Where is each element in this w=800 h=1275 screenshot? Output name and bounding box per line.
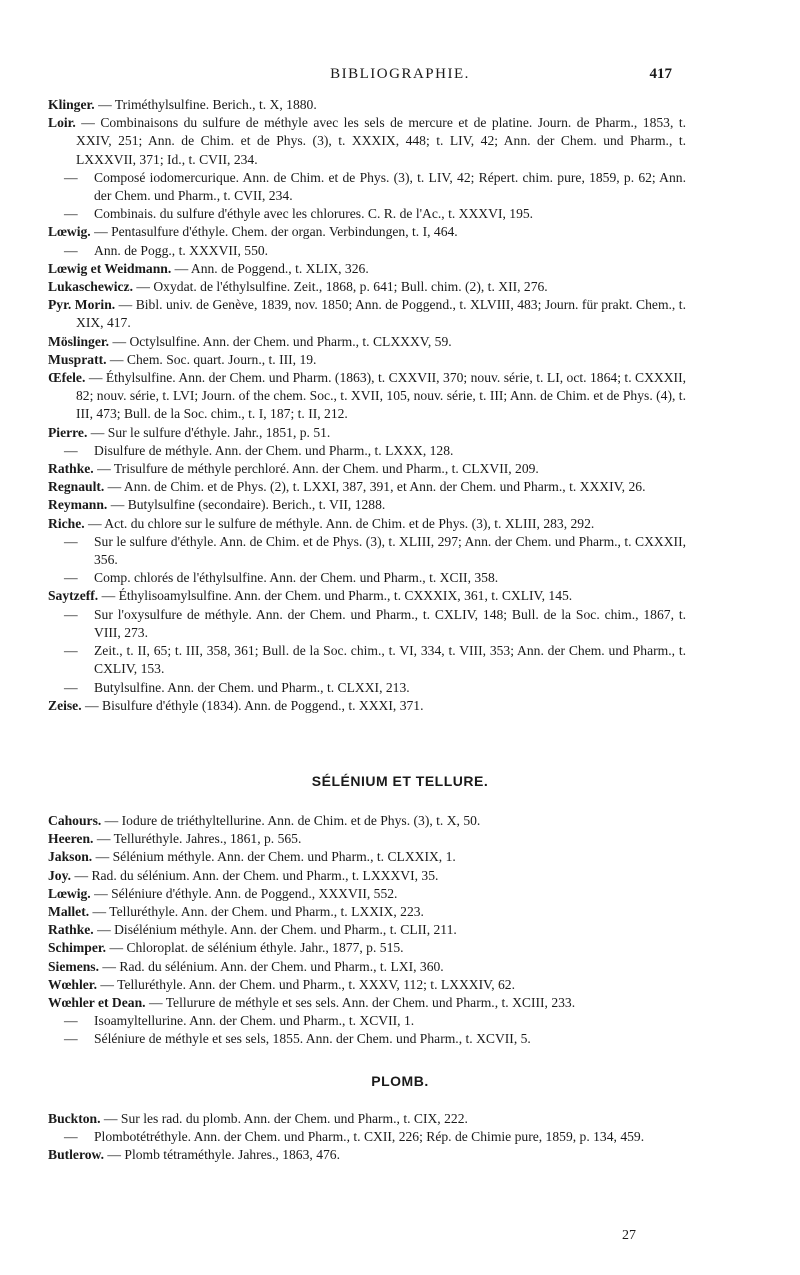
bibliography-entry [48, 885, 686, 903]
bibliography-entry [48, 812, 686, 830]
author-name: Rathke. [48, 922, 94, 938]
section-heading-lead: PLOMB. [371, 1073, 429, 1089]
author-name: Möslinger. [48, 333, 110, 349]
bibliography-entry [48, 569, 686, 587]
section-heading-selenium-tellurium: SÉLÉNIUM ET TELLURE. [311, 773, 489, 789]
author-name: Pyr. Morin. [48, 297, 116, 313]
author-name: Lœwig. [48, 224, 91, 240]
author-name: Lœwig et Weidmann. [48, 260, 172, 276]
author-name: Reymann. [48, 497, 108, 513]
author-name: Buckton. [48, 1111, 101, 1126]
bibliography-section-lead [48, 1110, 686, 1165]
bibliography-entry [48, 460, 686, 478]
bibliography-entry [48, 496, 686, 514]
reference-text: — Pentasulfure d'éthyle. Chem. der organ. Verbindungen, t. I, 464. [90, 224, 458, 240]
reference-text: — Éthylsulfine. Ann. der Chem. und Pharm. (1863), t. CXXVII, 370; nouv. série, t. LI, oct. 1864; t. CXXXII, 82; nouv. série, t. LVI; Journ. of the chem. Soc., t. XVII, 105, nouv. série, t. III; Ann. de Chim. et de Phys. (4), t. III, 473; Bull. de la Soc. chim., t. I, 187; t. II, 212. [76, 370, 686, 422]
ditto-dash: — [64, 606, 78, 622]
bibliography-entry [48, 1012, 686, 1030]
author-name: Wœhler. [48, 976, 97, 992]
page-number: 417 [649, 66, 672, 82]
bibliography-entry [48, 1128, 686, 1146]
bibliography-entry [48, 697, 686, 715]
bibliography-entry [48, 442, 686, 460]
author-name: Lœwig. [48, 885, 91, 901]
reference-text: Plombotétréthyle. Ann. der Chem. und Pharm., t. CXII, 226; Rép. de Chimie pure, 1859, p. 134, 459. [94, 1129, 645, 1145]
signature-mark: 27 [622, 1228, 636, 1243]
bibliography-entry [48, 242, 686, 260]
header-title: BIBLIOGRAPHIE. [330, 66, 470, 82]
reference-text: Composé iodomercurique. Ann. de Chim. et de Phys. (3), t. LIV, 42; Répert. chim. pure, 1859, p. 62; Ann. der Chem. und Pharm., t. CVII, 234. [94, 169, 686, 204]
reference-text: — Iodure de triéthyltellurine. Ann. de Chim. et de Phys. (3), t. X, 50. [101, 813, 481, 828]
ditto-dash: — [64, 570, 78, 586]
reference-text: — Disélénium méthyle. Ann. der Chem. und Pharm., t. CLII, 211. [93, 922, 457, 938]
reference-text: Butylsulfine. Ann. der Chem. und Pharm., t. CLXXI, 213. [94, 679, 410, 695]
reference-text: Isoamyltellurine. Ann. der Chem. und Pharm., t. XCVII, 1. [94, 1013, 415, 1029]
bibliography-entry [48, 533, 686, 569]
ditto-dash: — [64, 1013, 78, 1029]
author-name: Wœhler et Dean. [48, 995, 146, 1011]
reference-text: — Sélénium méthyle. Ann. der Chem. und Pharm., t. CLXXIX, 1. [92, 849, 456, 865]
reference-text: — Éthylisoamylsulfine. Ann. der Chem. und Pharm., t. CXXXIX, 361, t. CXLIV, 145. [98, 588, 573, 604]
reference-text: — Trisulfure de méthyle perchloré. Ann. der Chem. und Pharm., t. CLXVII, 209. [93, 461, 539, 477]
author-name: Loir. [48, 115, 76, 131]
bibliography-entry [48, 921, 686, 939]
author-name: Œfele. [48, 370, 86, 386]
bibliography-entry [48, 515, 686, 533]
reference-text: — Bisulfure d'éthyle (1834). Ann. de Poggend., t. XXXI, 371. [81, 697, 424, 713]
reference-text: — Act. du chlore sur le sulfure de méthyle. Ann. de Chim. et de Phys. (3), t. XLIII, 283, 292. [84, 515, 595, 531]
bibliography-entry [48, 642, 686, 678]
author-name: Schimper. [48, 940, 107, 956]
bibliography-entry [48, 830, 686, 848]
bibliography-entry [48, 976, 686, 994]
reference-text: — Chem. Soc. quart. Journ., t. III, 19. [106, 351, 317, 367]
bibliography-entry [48, 903, 686, 921]
author-name: Riche. [48, 515, 85, 531]
ditto-dash: — [64, 169, 78, 185]
reference-text: — Tellurure de méthyle et ses sels. Ann. der Chem. und Pharm., t. XCIII, 233. [145, 995, 576, 1011]
author-name: Joy. [48, 867, 72, 883]
bibliography-entry [48, 679, 686, 697]
reference-text: — Telluréthyle. Ann. der Chem. und Pharm., t. LXXIX, 223. [89, 904, 424, 920]
bibliography-entry [48, 205, 686, 223]
author-name: Siemens. [48, 958, 99, 974]
bibliography-entry [48, 96, 686, 114]
reference-text: Séléniure de méthyle et ses sels, 1855. Ann. der Chem. und Pharm., t. XCVII, 5. [94, 1031, 531, 1047]
bibliography-entry [48, 369, 686, 424]
bibliography-entry [48, 223, 686, 241]
reference-text: — Sur les rad. du plomb. Ann. der Chem. und Pharm., t. CIX, 222. [100, 1111, 468, 1126]
bibliography-entry [48, 1110, 686, 1128]
bibliography-entry [48, 587, 686, 605]
author-name: Heeren. [48, 831, 94, 847]
running-header [0, 66, 800, 90]
bibliography-entry [48, 1030, 686, 1048]
author-name: Zeise. [48, 697, 82, 713]
reference-text: — Plomb tétraméthyle. Jahres., 1863, 476. [104, 1147, 340, 1163]
bibliography-entry [48, 333, 686, 351]
reference-text: — Ann. de Chim. et de Phys. (2), t. LXXI, 387, 391, et Ann. der Chem. und Pharm., t. XXXIV, 26. [104, 479, 646, 495]
author-name: Butlerow. [48, 1147, 105, 1163]
reference-text: Disulfure de méthyle. Ann. der Chem. und Pharm., t. LXXX, 128. [94, 442, 454, 458]
bibliography-entry [48, 424, 686, 442]
author-name: Regnault. [48, 479, 105, 495]
bibliography-entry [48, 278, 686, 296]
ditto-dash: — [64, 1129, 78, 1145]
reference-text: Zeit., t. II, 65; t. III, 358, 361; Bull. de la Soc. chim., t. VI, 334, t. VIII, 353; Ann. der Chem. und Pharm., t. CXLIV, 153. [94, 643, 686, 677]
reference-text: — Oxydat. de l'éthylsulfine. Zeit., 1868, p. 641; Bull. chim. (2), t. XII, 276. [132, 279, 548, 295]
ditto-dash: — [64, 1031, 78, 1047]
reference-text: — Telluréthyle. Ann. der Chem. und Pharm., t. XXXV, 112; t. LXXXIV, 62. [96, 976, 516, 992]
author-name: Saytzeff. [48, 588, 99, 604]
bibliography-section-selenium-tellurium [48, 812, 686, 1049]
bibliography-entry [48, 169, 686, 205]
bibliography-entry [48, 351, 686, 369]
ditto-dash: — [64, 679, 78, 695]
reference-text: — Rad. du sélénium. Ann. der Chem. und Pharm., t. LXXXVI, 35. [71, 867, 439, 883]
reference-text: — Triméthylsulfine. Berich., t. X, 1880. [94, 97, 317, 112]
ditto-dash: — [64, 242, 78, 258]
reference-text: — Butylsulfine (secondaire). Berich., t. VII, 1288. [107, 497, 386, 513]
bibliography-section-sulfur [48, 96, 686, 715]
reference-text: — Séléniure d'éthyle. Ann. de Poggend., XXXVII, 552. [90, 885, 398, 901]
author-name: Muspratt. [48, 351, 107, 367]
bibliography-entry [48, 606, 686, 642]
author-name: Mallet. [48, 904, 90, 920]
bibliography-entry [48, 1146, 686, 1164]
reference-text: — Rad. du sélénium. Ann. der Chem. und Pharm., t. LXI, 360. [98, 958, 444, 974]
reference-text: — Telluréthyle. Jahres., 1861, p. 565. [93, 831, 302, 847]
author-name: Cahours. [48, 813, 102, 828]
bibliography-entry [48, 478, 686, 496]
bibliography-entry [48, 994, 686, 1012]
bibliography-entry [48, 867, 686, 885]
author-name: Klinger. [48, 97, 95, 112]
ditto-dash: — [64, 533, 78, 549]
bibliography-entry [48, 296, 686, 332]
author-name: Jakson. [48, 849, 93, 865]
bibliography-entry [48, 260, 686, 278]
reference-text: — Ann. de Poggend., t. XLIX, 326. [171, 260, 369, 276]
reference-text: Ann. de Pogg., t. XXXVII, 550. [94, 242, 269, 258]
author-name: Rathke. [48, 461, 94, 477]
bibliography-entry [48, 114, 686, 169]
reference-text: Combinais. du sulfure d'éthyle avec les chlorures. C. R. de l'Ac., t. XXXVI, 195. [94, 206, 534, 222]
reference-text: — Combinaisons du sulfure de méthyle avec les sels de mercure et de platine. Journ. de Pharm., 1853, t. XXIV, 251; Ann. de Chim. et de Phys. (3), t. XXXIX, 448; t. LIV, 42; Ann. der Chem. und Pharm., t. LXXXVII, 371; Id., t. CVII, 234. [75, 115, 686, 167]
bibliography-entry [48, 958, 686, 976]
author-name: Pierre. [48, 424, 88, 440]
ditto-dash: — [64, 643, 78, 659]
bibliography-entry [48, 939, 686, 957]
reference-text: Comp. chlorés de l'éthylsulfine. Ann. der Chem. und Pharm., t. XCII, 358. [94, 570, 499, 586]
reference-text: — Bibl. univ. de Genève, 1839, nov. 1850; Ann. de Poggend., t. XLVIII, 483; Journ. für prakt. Chem., t. XIX, 417. [76, 297, 686, 331]
author-name: Lukaschewicz. [48, 279, 133, 295]
ditto-dash: — [64, 206, 78, 222]
reference-text: — Octylsulfine. Ann. der Chem. und Pharm., t. CLXXXV, 59. [109, 333, 452, 349]
reference-text: — Sur le sulfure d'éthyle. Jahr., 1851, p. 51. [87, 424, 331, 440]
bibliography-entry [48, 848, 686, 866]
ditto-dash: — [64, 442, 78, 458]
reference-text: — Chloroplat. de sélénium éthyle. Jahr., 1877, p. 515. [106, 940, 404, 956]
reference-text: Sur l'oxysulfure de méthyle. Ann. der Chem. und Pharm., t. CXLIV, 148; Bull. de la Soc. chim., 1867, t. VIII, 273. [94, 606, 686, 640]
reference-text: Sur le sulfure d'éthyle. Ann. de Chim. et de Phys. (3), t. XLIII, 297; Ann. der Chem. und Pharm., t. CXXXII, 356. [94, 533, 686, 568]
